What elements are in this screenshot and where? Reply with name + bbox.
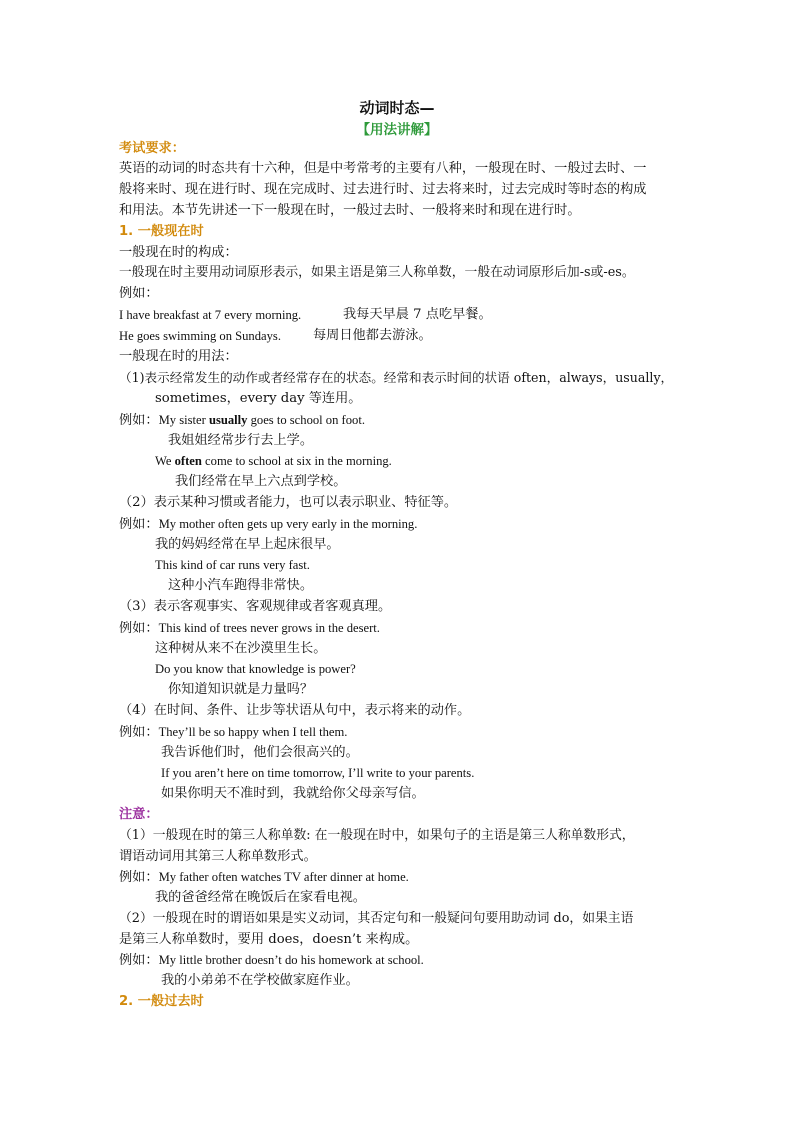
- example-prefix: 例如：: [119, 517, 159, 532]
- example-text: My father often watches TV after dinner at home.: [158, 870, 409, 884]
- note-2-example-zh: 我的小弟弟不在学校做家庭作业。: [161, 973, 359, 988]
- example-text-after: goes to school on foot.: [247, 413, 365, 427]
- example-prefix: 例如：: [119, 621, 159, 636]
- example-prefix: 例如：: [119, 870, 159, 885]
- example-text-bold: often: [174, 454, 202, 468]
- example-2-zh: 每周日他都去游泳。: [313, 328, 432, 343]
- exam-heading: 考试要求：: [119, 141, 185, 156]
- usage-1-line-2: sometimes，every day 等连用。: [155, 391, 362, 406]
- usage-1-example-2-zh: 我们经常在早上六点到学校。: [175, 474, 347, 489]
- document-title: 动词时态—: [359, 99, 435, 117]
- usage-4-example-2-en: If you aren’t here on time tomorrow, I’ll write to your parents.: [161, 766, 475, 780]
- note-2-example: [119, 950, 424, 971]
- example-text: My mother often gets up very early in the morning.: [158, 517, 418, 531]
- usage-3-example-1: [119, 618, 380, 639]
- usage-1-example-1-zh: 我姐姐经常步行去上学。: [168, 433, 314, 448]
- usage-2-example-2-en: This kind of car runs very fast.: [155, 558, 310, 572]
- usage-4: （4）在时间、条件、让步等状语从句中，表示将来的动作。: [119, 703, 471, 718]
- usage-3-example-2-zh: 你知道知识就是力量吗？: [168, 682, 314, 697]
- example-text-before: We: [155, 454, 175, 468]
- example-prefix: 例如：: [119, 725, 159, 740]
- usage-4-example-1: [119, 722, 347, 743]
- usage-1-line-1: （1)表示经常发生的动作或者经常存在的状态。经常和表示时间的状语 often，always，usually，: [119, 370, 674, 385]
- example-label: 例如：: [119, 286, 159, 301]
- usage-2-example-1: [119, 514, 417, 535]
- note-1-example-zh: 我的爸爸经常在晚饭后在家看电视。: [155, 890, 366, 905]
- document-subtitle: 【用法讲解】: [356, 122, 438, 138]
- intro-line-2: 般将来时、现在进行时、现在完成时、过去进行时、过去将来时，过去完成时等时态的构成: [119, 182, 647, 197]
- note-1-line-1: （1）一般现在时的第三人称单数: 在一般现在时中，如果句子的主语是第三人称单数形式，: [119, 828, 635, 843]
- example-text: My little brother doesn’t do his homework at school.: [158, 953, 424, 967]
- example-prefix: 例如：: [119, 413, 159, 428]
- structure-label: 一般现在时的构成：: [119, 245, 238, 260]
- intro-line-3: 和用法。本节先讲述一下一般现在时，一般过去时、一般将来时和现在进行时。: [119, 203, 581, 218]
- usage-4-example-1-zh: 我告诉他们时，他们会很高兴的。: [161, 745, 359, 760]
- example-text-before: My sister: [158, 413, 209, 427]
- section1-heading: 1. 一般现在时: [119, 224, 204, 239]
- note-heading: 注意：: [119, 807, 159, 822]
- note-2-line-1: （2）一般现在时的谓语如果是实义动词，其否定句和一般疑问句要用助动词 do，如果主语: [119, 911, 634, 926]
- usage-1-example-2: [155, 451, 392, 472]
- usage-1-example-1: [119, 410, 365, 431]
- example-text-after: come to school at six in the morning.: [201, 454, 392, 468]
- usage-3-example-1-zh: 这种树从来不在沙漠里生长。: [155, 641, 327, 656]
- example-2-en: He goes swimming on Sundays.: [119, 329, 281, 343]
- note-1-example: [119, 867, 409, 888]
- example-text: This kind of trees never grows in the desert.: [158, 621, 380, 635]
- usage-4-example-2-zh: 如果你明天不准时到，我就给你父母亲写信。: [161, 786, 425, 801]
- example-1-zh: 我每天早晨 7 点吃早餐。: [343, 307, 492, 322]
- usage-2-example-1-zh: 我的妈妈经常在早上起床很早。: [155, 537, 340, 552]
- example-text: They’ll be so happy when I tell them.: [158, 725, 348, 739]
- usage-3: （3）表示客观事实、客观规律或者客观真理。: [119, 599, 392, 614]
- section2-heading: 2. 一般过去时: [119, 994, 204, 1009]
- usage-2: （2）表示某种习惯或者能力，也可以表示职业、特征等。: [119, 495, 458, 510]
- usage-label: 一般现在时的用法：: [119, 349, 238, 364]
- example-text-bold: usually: [208, 413, 248, 427]
- example-prefix: 例如：: [119, 953, 159, 968]
- usage-3-example-2-en: Do you know that knowledge is power?: [155, 662, 356, 676]
- note-1-line-2: 谓语动词用其第三人称单数形式。: [119, 849, 317, 864]
- example-1-en: I have breakfast at 7 every morning.: [119, 308, 302, 322]
- structure-text: 一般现在时主要用动词原形表示，如果主语是第三人称单数，一般在动词原形后加-s或-es。: [119, 265, 635, 280]
- note-2-line-2: 是第三人称单数时，要用 does，doesn’t 来构成。: [119, 932, 419, 947]
- usage-2-example-2-zh: 这种小汽车跑得非常快。: [168, 578, 314, 593]
- intro-line-1: 英语的动词的时态共有十六种，但是中考常考的主要有八种，一般现在时、一般过去时、一: [119, 161, 647, 176]
